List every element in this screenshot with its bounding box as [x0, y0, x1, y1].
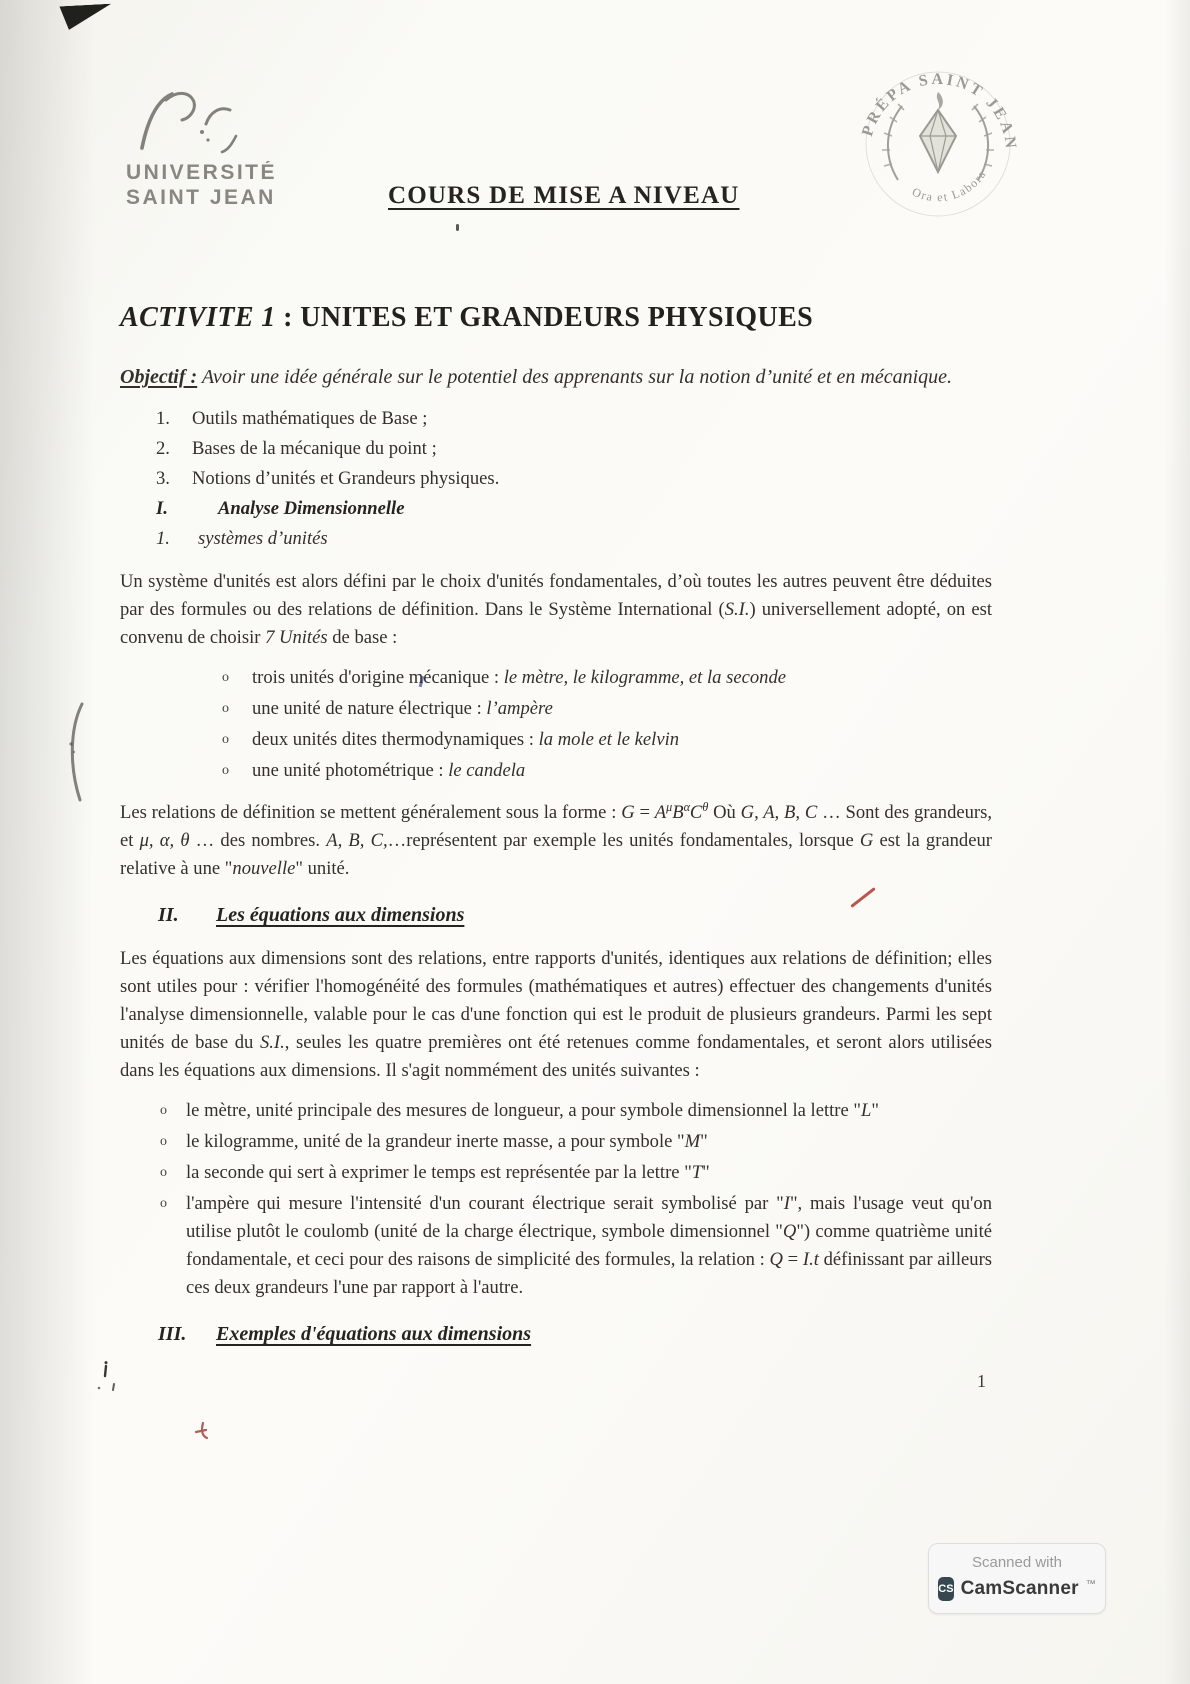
camscanner-logo-icon: CS	[938, 1577, 953, 1601]
base-unit-text: trois unités d'origine mécanique : le mètre, le kilogramme, et la seconde	[252, 667, 786, 688]
scan-artifact-crease	[66, 700, 92, 810]
section-ii-title: Les équations aux dimensions	[216, 904, 465, 926]
bullet-icon: o	[160, 1196, 167, 1211]
outline-item	[156, 464, 992, 494]
bullet-icon: o	[222, 732, 229, 747]
outline-item-label: Bases de la mécanique du point ;	[192, 438, 437, 459]
bullet-icon: o	[222, 701, 229, 716]
outline-item	[156, 494, 992, 524]
section-iii-number: III.	[158, 1323, 187, 1345]
base-unit-item	[222, 726, 992, 754]
base-unit-text: deux unités dites thermodynamiques : la mole et le kelvin	[252, 729, 680, 750]
dimension-unit-text: le mètre, unité principale des mesures de longueur, a pour symbole dimensionnel la lettre "L"	[186, 1100, 879, 1121]
dimension-unit-text: le kilogramme, unité de la grandeur inerte masse, a pour symbole "M"	[186, 1131, 708, 1152]
outline-item	[156, 524, 992, 554]
university-name	[126, 160, 277, 210]
base-unit-item	[222, 757, 992, 785]
outline-item-label: Notions d’unités et Grandeurs physiques.	[192, 468, 500, 489]
university-name-line1: UNIVERSITÉ	[126, 161, 278, 184]
section-heading-iii	[158, 1320, 992, 1348]
scan-artifact-dot	[456, 224, 459, 231]
dimension-units-list	[120, 1097, 992, 1302]
seal-arc-bottom-text: Ora et Labora	[910, 167, 990, 205]
svg-text:Ora et Labora	[910, 167, 989, 204]
bullet-icon: o	[160, 1165, 167, 1180]
page-number: 1	[977, 1371, 986, 1391]
dimensions-paragraph: Les équations aux dimensions sont des relations, entre rapports d'unités, identiques aux relations de définition; elles sont utiles pour : vérifier l'homogénéité des formules (mathématiques et autres) effectuer des changements d'unités l'analyse dimensionnelle, valable pour le cas d'une fonction qui est le produit de plusieurs grandeurs. Parmi les sept unités de base du S.I., seules les quatre premières ont été retenues comme fondamentales, et seront alors utilisées dans les équations aux dimensions. Il s'agit nommément des unités suivantes :	[120, 948, 992, 1081]
scan-artifact-marks	[92, 1360, 132, 1396]
outline-item-number: 2.	[156, 438, 170, 459]
trademark-symbol: ™	[1085, 1579, 1096, 1590]
outline-item	[156, 404, 992, 434]
activity-heading: ACTIVITE 1 : UNITES ET GRANDEURS PHYSIQUES	[120, 302, 814, 333]
outline-item	[156, 434, 992, 464]
dimension-unit-text: la seconde qui sert à exprimer le temps est représentée par la lettre "T"	[186, 1162, 710, 1183]
outline-item-label: systèmes d’unités	[198, 528, 328, 549]
section-heading-ii	[158, 901, 992, 929]
seal-arc-top-text: PRÉPA SAINT JEAN	[858, 70, 1020, 152]
scan-shadow-right	[1164, 0, 1190, 1684]
bullet-icon: o	[160, 1134, 167, 1149]
scan-artifact-red-mark	[192, 1420, 222, 1442]
outline-item-label: Outils mathématiques de Base ;	[192, 408, 428, 429]
outline-item-label: Analyse Dimensionnelle	[218, 498, 405, 519]
intro-paragraph: Un système d'unités est alors défini par le choix d'unités fondamentales, d’où toutes les autres peuvent être déduites par des formules ou des relations de définition. Dans le Système International (S.I.) universellement adopté, on est convenu de choisir 7 Unités de base :	[120, 571, 992, 648]
document-body	[120, 300, 992, 1364]
base-units-list	[120, 664, 992, 785]
dimension-unit-item	[160, 1159, 992, 1187]
camscanner-scanned-with-label: Scanned with	[971, 1554, 1063, 1571]
bullet-icon: o	[222, 763, 229, 778]
camscanner-brand-row	[938, 1577, 1096, 1601]
bullet-icon: o	[222, 670, 229, 685]
outline-list	[156, 404, 992, 554]
camscanner-watermark	[928, 1543, 1106, 1614]
outline-item-number: 3.	[156, 468, 170, 489]
scan-shadow-left	[0, 0, 95, 1684]
bullet-icon: o	[160, 1103, 167, 1118]
section-iii-title: Exemples d'équations aux dimensions	[216, 1323, 532, 1345]
base-unit-text: une unité de nature électrique : l’ampère	[252, 698, 553, 719]
base-unit-item	[222, 695, 992, 723]
dimension-unit-text: l'ampère qui mesure l'intensité d'un courant électrique serait symbolisé par "I", mais l'usage veut qu'on utilise plutôt le coulomb (unité de la charge électrique, symbole dimensionnel "Q") comme quatrième unité fondamentale, et ceci pour des raisons de simplicité des formules, la relation : Q = I.t définissant par ailleurs ces deux grandeurs l'une par rapport à l'autre.	[186, 1193, 993, 1298]
dimension-unit-item	[160, 1128, 992, 1156]
section-ii-number: II.	[158, 904, 179, 926]
outline-item-number: 1.	[156, 528, 170, 549]
dimension-unit-item	[160, 1097, 992, 1125]
camscanner-brand-name: CamScanner	[960, 1578, 1079, 1599]
course-title: COURS DE MISE A NIVEAU	[388, 182, 740, 209]
objectif-paragraph: Objectif : Avoir une idée générale sur le potentiel des apprenants sur la notion d’unité et en mécanique.	[120, 366, 953, 388]
university-logo-mark-icon	[132, 84, 262, 156]
university-name-line2: SAINT JEAN	[126, 186, 276, 209]
relations-paragraph: Les relations de définition se mettent généralement sous la forme : $G = A^\mu B^\alpha C^\theta$ Où G, A, B, C … Sont des grandeurs, et μ, α, θ … des nombres. A, B, C,…représentent par exemple les unités fondamentales, lorsque G est la grandeur relative à une "nouvelle" unité.	[120, 799, 992, 879]
outline-item-number: I.	[156, 498, 168, 519]
university-seal-icon	[848, 52, 1028, 232]
base-unit-item	[222, 664, 992, 692]
outline-item-number: 1.	[156, 408, 170, 429]
base-unit-text: une unité photométrique : le candela	[252, 760, 526, 781]
dimension-unit-item	[160, 1190, 992, 1302]
scan-artifact-corner	[59, 4, 112, 31]
